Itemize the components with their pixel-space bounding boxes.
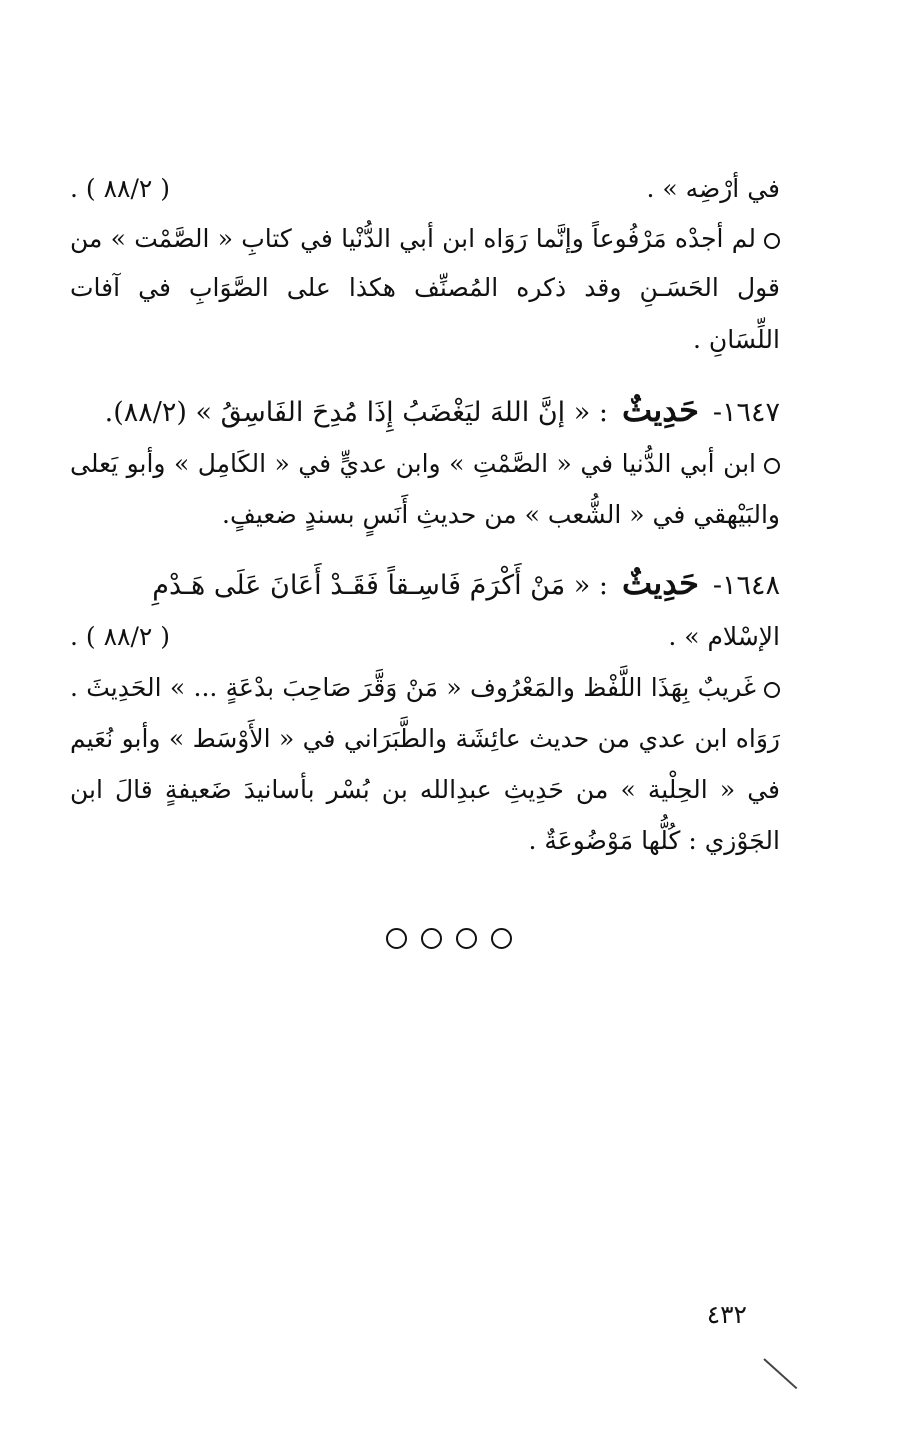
hadith-number: ١٦٤٧- (712, 397, 780, 428)
bullet-circle-icon (764, 233, 780, 249)
reference: ( ٨٨/٢ ) . (70, 174, 171, 203)
commentary-line: والبَيْهقي في « الشُّعب » من حديثِ أَنَسٍ بسندٍ ضعيفٍ. (222, 500, 780, 529)
section-separator (0, 928, 897, 953)
bullet-circle-icon (764, 682, 780, 698)
continuation-line (70, 163, 780, 215)
circle-ornament-icon (491, 928, 512, 949)
commentary-line: الجَوْزي : كُلُّها مَوْضُوعَةٌ . (528, 826, 780, 855)
commentary-line: رَوَاه ابن عدي من حديث عائِشَة والطَّبَرَاني في « الأَوْسَط » وأبو نُعَيم (70, 724, 780, 753)
commentary-line: اللِّسَانِ . (692, 325, 780, 354)
reference: ( ٨٨/٢ ) . (70, 622, 171, 651)
commentary-line: ابن أبي الدُّنيا في « الصَّمْتِ » وابن عديٍّ في « الكَامِل » وأبو يَعلى (70, 438, 780, 490)
hadith-keyword: حَدِيثٌ (621, 391, 699, 429)
bullet-circle-icon (764, 458, 780, 474)
page-number: ٤٣٢ (706, 1300, 747, 1329)
circle-ornament-icon (456, 928, 477, 949)
commentary-line: غَريبٌ بِهَذَا اللَّفْظ والمَعْرُوف « مَنْ وَقَّرَ صَاحِبَ بدْعَةٍ ... » الحَدِيثَ . (70, 662, 780, 714)
commentary-line: قول الحَسَـنِ وقد ذكره المُصنِّف هكذا على الصَّوَابِ في آفات (70, 273, 780, 302)
hadith-text: : « إنَّ اللهَ ليَغْضَبُ إِذَا مُدِحَ الفَاسِقُ » (٨٨/٢). (104, 397, 608, 428)
commentary-line: لم أجدْه مَرْفُوعاً وإنَّما رَوَاه ابن أبي الدُّنْيا في كتابِ « الصَّمْت » من (70, 213, 780, 265)
circle-ornament-icon (386, 928, 407, 949)
hadith-keyword: حَدِيثٌ (621, 564, 699, 602)
scan-artifact-line (763, 1358, 797, 1389)
commentary-line: في « الحِلْية » من حَدِيثِ عبدِالله بن بُسْر بأسانيدَ ضَعيفةٍ قالَ ابن (70, 775, 780, 804)
hadith-continuation-text: الإسْلام » . (668, 622, 780, 651)
hadith-text: : « مَنْ أَكْرَمَ فَاسِـقاً فَقَـدْ أَعَانَ عَلَى هَـدْمِ (152, 570, 608, 601)
continuation-text: في أرْضِه » . (646, 174, 780, 203)
circle-ornament-icon (421, 928, 442, 949)
hadith-number: ١٦٤٨- (712, 570, 780, 601)
hadith-heading (70, 554, 780, 615)
hadith-continuation-line (70, 611, 780, 663)
hadith-heading (70, 381, 780, 442)
